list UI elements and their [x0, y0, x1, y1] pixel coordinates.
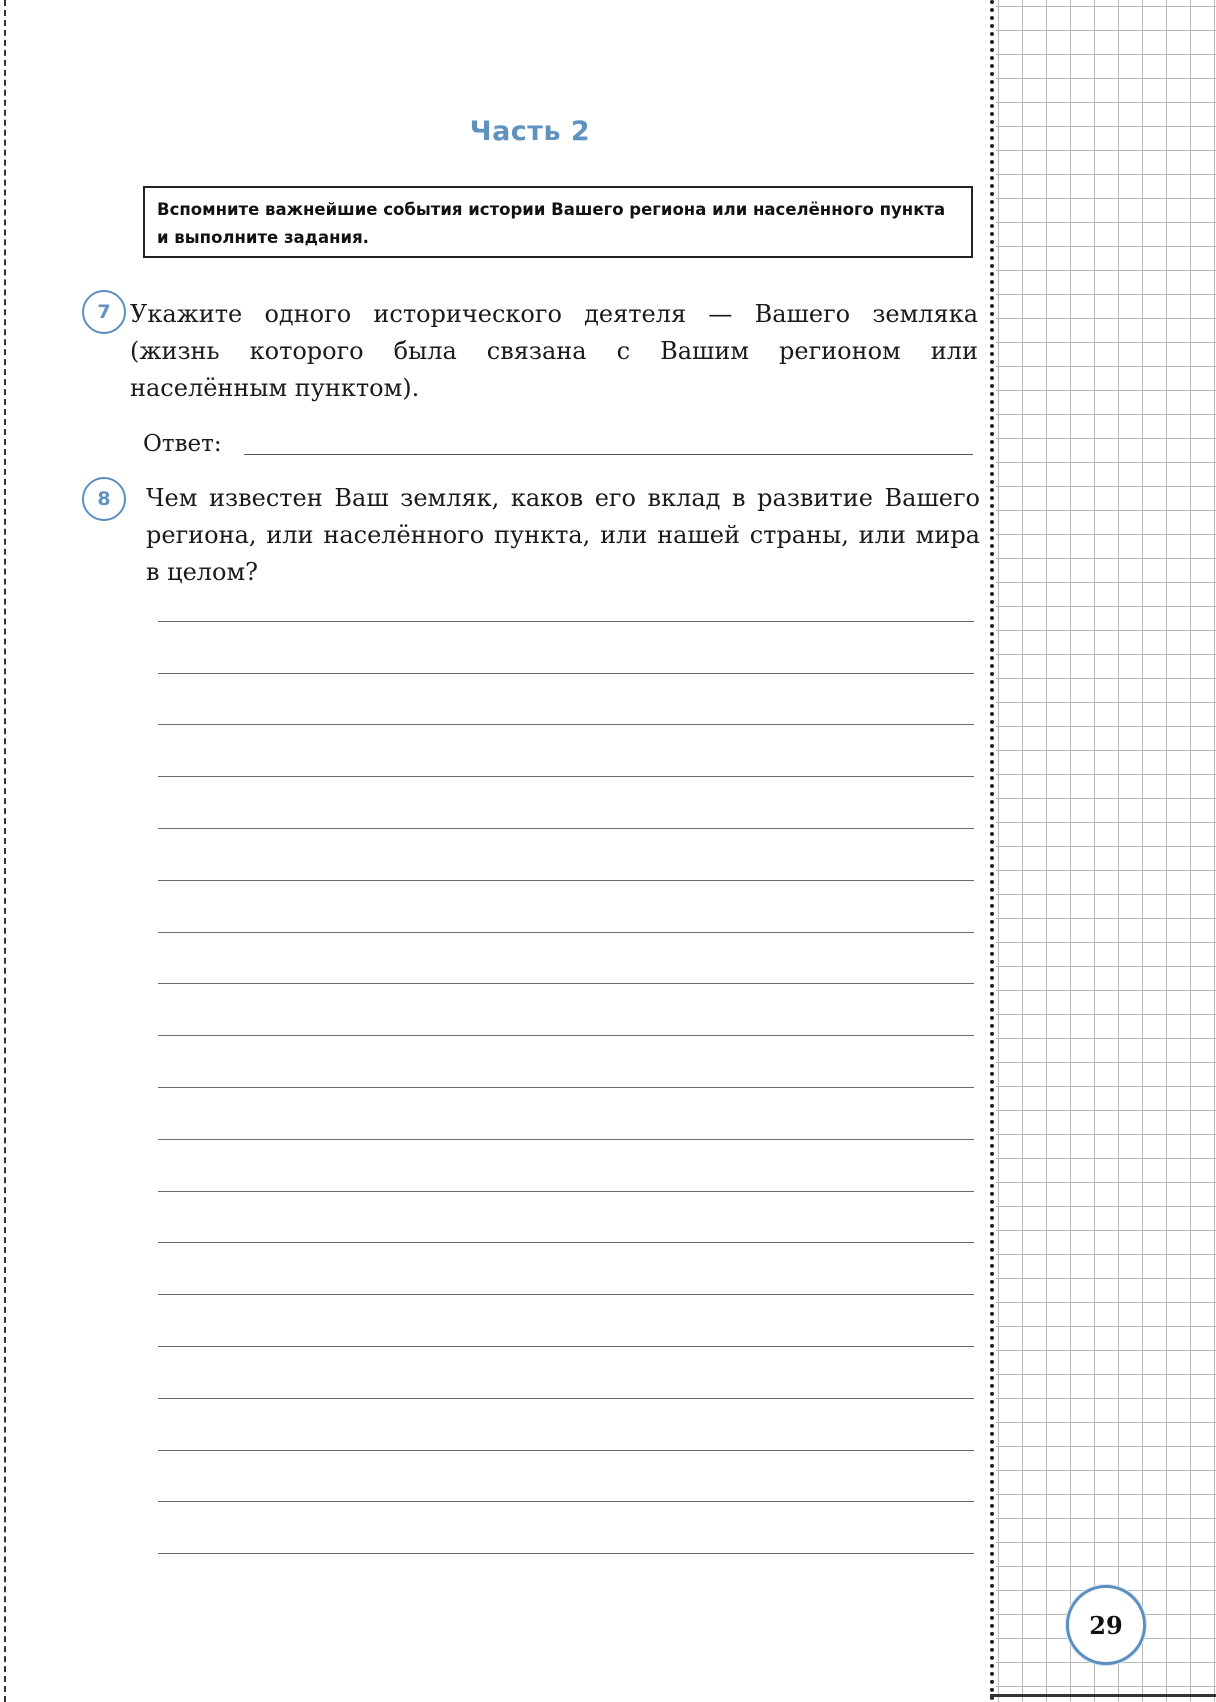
answer-line[interactable] [158, 570, 974, 622]
answer-line[interactable] [158, 984, 974, 1036]
answer-line[interactable] [158, 1451, 974, 1503]
instruction-box [143, 186, 973, 258]
question-7-answer-row [143, 424, 973, 457]
answer-line[interactable] [158, 622, 974, 674]
question-7-number-badge [82, 290, 126, 334]
part-title: Часть 2 [469, 116, 591, 147]
answer-line[interactable] [158, 1347, 974, 1399]
answer-label: Ответ: [143, 431, 222, 457]
question-8-number-badge [82, 477, 126, 521]
grid-margin [996, 0, 1216, 1702]
question-8-text: Чем известен Ваш земляк, каков его вклад в развитие Вашего региона, или населённого пункта, или нашей страны, или мира в целом? [146, 484, 980, 586]
question-7-answer-field[interactable] [244, 424, 973, 455]
answer-line[interactable] [158, 1088, 974, 1140]
instruction-text: Вспомните важнейшие события истории Вашего региона или населённого пункта и выполните задания. [157, 200, 946, 247]
answer-line[interactable] [158, 881, 974, 933]
cut-line [4, 0, 6, 1702]
answer-line[interactable] [158, 933, 974, 985]
question-8-answer-lines[interactable] [158, 570, 974, 1554]
answer-line[interactable] [158, 1243, 974, 1295]
answer-line[interactable] [158, 777, 974, 829]
question-7-number: 7 [97, 301, 111, 323]
answer-line[interactable] [158, 1036, 974, 1088]
answer-line[interactable] [158, 1399, 974, 1451]
page-number: 29 [1089, 1610, 1123, 1640]
answer-line[interactable] [158, 674, 974, 726]
answer-line[interactable] [158, 1502, 974, 1554]
answer-line[interactable] [158, 829, 974, 881]
answer-line[interactable] [158, 1140, 974, 1192]
page-number-badge [1066, 1585, 1146, 1665]
answer-line[interactable] [158, 1192, 974, 1244]
answer-line[interactable] [158, 1295, 974, 1347]
bottom-rule [990, 1694, 1216, 1697]
dotted-separator [990, 0, 994, 1702]
question-7-text: Укажите одного исторического деятеля — Вашего земляка (жизнь которого была связана с Вашим регионом или населённым пунктом). [130, 300, 978, 402]
question-8-number: 8 [97, 488, 111, 510]
answer-line[interactable] [158, 725, 974, 777]
